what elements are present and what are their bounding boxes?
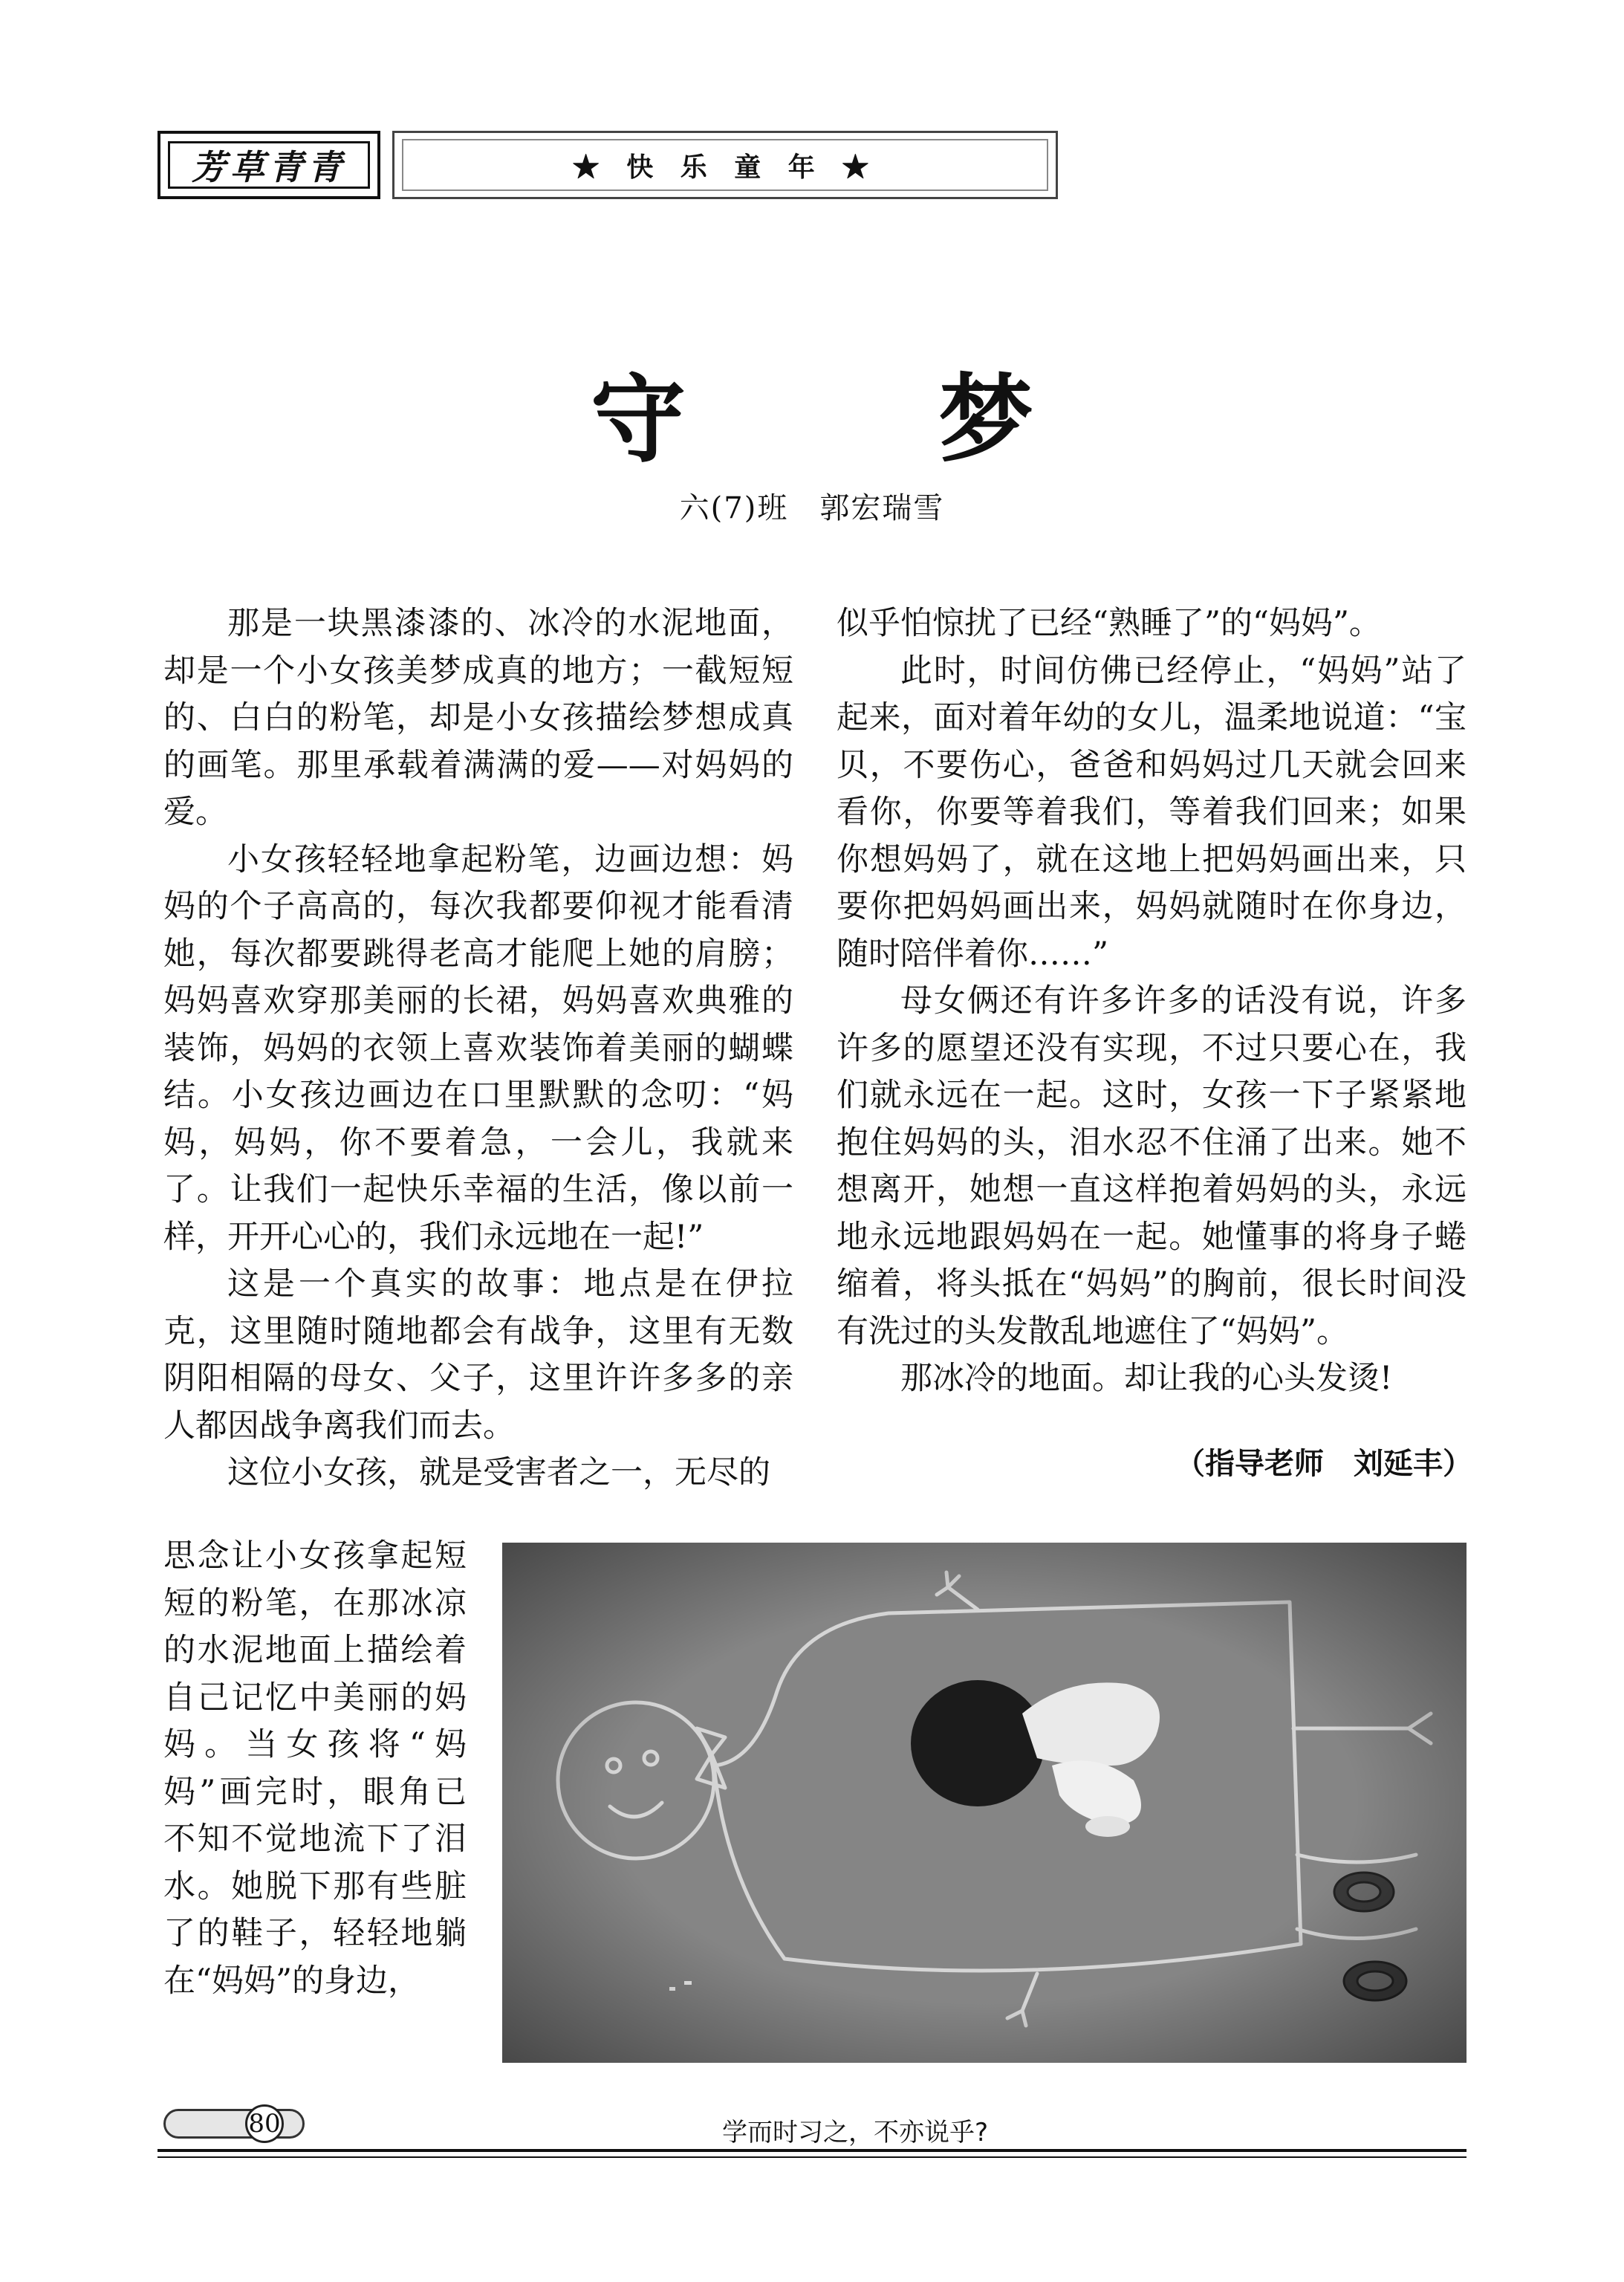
article-title: 守梦 xyxy=(591,364,1286,476)
footer-rule xyxy=(157,2156,1467,2158)
photo xyxy=(502,1543,1467,2063)
section-name-box xyxy=(392,131,1058,199)
paragraph: 小女孩轻轻地拿起粉笔，边画边想：妈妈的个子高高的，每次我都要仰视才能看清她，每次都要跳得老高才能爬上她的肩膀；妈妈喜欢穿那美丽的长裙，妈妈喜欢典雅的装饰，妈妈的衣领上喜欢装饰着美丽的蝴蝶结。小女孩边画边在口里默默的念叨：“妈妈，妈妈，你不要着急，一会儿，我就来了。让我们一起快乐幸福的生活，像以前一样，开开心心的，我们永远地在一起!” xyxy=(163,840,793,1256)
page-footer xyxy=(157,2103,1467,2177)
paragraph: 此时，时间仿佛已经停止，“妈妈”站了起来，面对着年幼的女儿，温柔地说道：“宝贝，不要伤心，爸爸和妈妈过几天就会回来看你，你要等着我们，等着我们回来；如果你想妈妈了，就在这地上把妈妈画出来，只要你把妈妈画出来，妈妈就随时在你身边，随时陪伴着你……” xyxy=(837,652,1467,973)
left-column xyxy=(163,600,793,1497)
author-line: 六(7)班 郭宏瑞雪 xyxy=(679,491,945,525)
footer-rule xyxy=(157,2149,1467,2152)
footer-motto: 学而时习之，不亦说乎? xyxy=(722,2118,989,2148)
paragraph: 这位小女孩，就是受害者之一，无尽的 xyxy=(227,1454,770,1491)
signature: （指导老师 刘延丰） xyxy=(1175,1447,1472,1481)
paragraph: 思念让小女孩拿起短短的粉笔，在那冰凉的水泥地面上描绘着自己记忆中美丽的妈妈。当女孩将“妈妈”画完时，眼角已不知不觉地流下了泪水。她脱下那有些脏了的鞋子，轻轻地躺在“妈妈”的身边， xyxy=(163,1537,467,2000)
paragraph: 那冰冷的地面。却让我的心头发烫! xyxy=(900,1360,1393,1397)
paragraph: 母女俩还有许多许多的话没有说，许多许多的愿望还没有实现，不过只要心在，我们就永远在一起。这时，女孩一下子紧紧地抱住妈妈的头，泪水忍不住涌了出来。她不想离开，她想一直这样抱着妈妈的头，永远地永远地跟妈妈在一起。她懂事的将身子蜷缩着，将头抵在“妈妈”的胸前，很长时间没有洗过的头发散乱地遮住了“妈妈”。 xyxy=(837,982,1467,1350)
paragraph: 似乎怕惊扰了已经“熟睡了”的“妈妈”。 xyxy=(837,605,1381,642)
paragraph: 那是一块黑漆漆的、冰冷的水泥地面，却是一个小女孩美梦成真的地方；一截短短的、白白的粉笔，却是小女孩描绘梦想成真的画笔。那里承载着满满的爱——对妈妈的爱。 xyxy=(163,605,793,831)
chalk-drawing-photo xyxy=(502,1543,1467,2063)
narrow-column xyxy=(163,1533,467,2005)
right-column xyxy=(837,600,1467,1403)
column-name: 芳草青青 xyxy=(168,141,370,189)
column-name-box xyxy=(157,131,380,199)
paragraph: 这是一个真实的故事：地点是在伊拉克，这里随时随地都会有战争，这里有无数阴阳相隔的母女、父子，这里许许多多的亲人都因战争离我们而去。 xyxy=(163,1265,793,1445)
section-name: ★ 快 乐 童 年 ★ xyxy=(402,139,1048,191)
page-header xyxy=(157,131,900,199)
page-number: 80 xyxy=(245,2104,284,2143)
